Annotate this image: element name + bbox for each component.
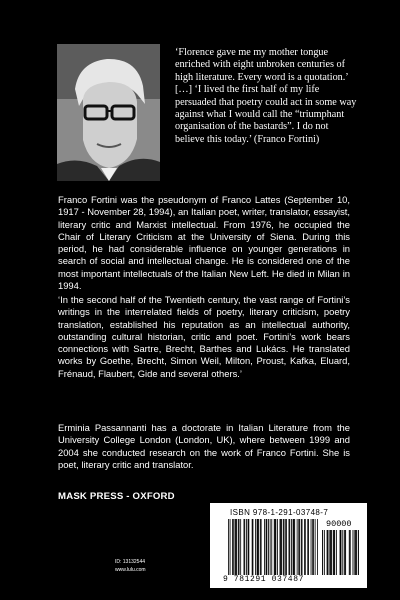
barcode-bar <box>305 519 306 575</box>
barcode-bar <box>270 519 271 575</box>
critical-quote-paragraph: ‘In the second half of the Twentieth century, the vast range of Fortini’s writings in the interrelated fields of poetry, literary criticism, poetry translation, established his reputation as an intellectual authority, outstanding cultural historian, critic and poet. Fortini’s work bears connections with Sartre, Brecht, Barthes and Lukács. He translated works by Goethe, Brecht, Simon Weil, Milton, Proust, Kafka, Eluard, Frénaud, Flaubert, Gide and several others.’ <box>58 294 350 379</box>
barcode-bar <box>233 519 234 575</box>
isbn-barcode <box>210 503 367 588</box>
lulu-site: www.lulu.com <box>115 567 146 573</box>
barcode-bar <box>244 519 245 575</box>
ean-barcode-bars <box>228 519 318 575</box>
barcode-bar <box>261 519 262 575</box>
barcode-bar <box>350 530 351 575</box>
barcode-bar <box>354 530 355 575</box>
barcode-bar <box>266 519 267 575</box>
barcode-bar <box>294 519 295 575</box>
publisher-name: MASK PRESS - OXFORD <box>58 491 175 502</box>
barcode-bar <box>235 519 236 575</box>
price-code: 90000 <box>326 519 352 529</box>
barcode-bar <box>266 519 267 575</box>
barcode-bar <box>239 519 240 575</box>
barcode-bar <box>311 519 312 575</box>
barcode-bar <box>258 519 259 575</box>
barcode-bar <box>315 519 316 575</box>
barcode-bar <box>341 530 342 575</box>
barcode-bar <box>349 530 350 575</box>
barcode-bar <box>334 530 335 575</box>
barcode-bar <box>281 519 282 575</box>
barcode-bar <box>284 519 285 575</box>
barcode-bar <box>356 530 357 575</box>
barcode-bar <box>230 519 231 575</box>
barcode-bar <box>228 519 229 575</box>
author-quote: ‘Florence gave me my mother tongue enriched with eight unbroken centuries of high literature. Every word is a quotation.’ […] ‘I lived the first half of my life persuaded that poetry could act in some way against what I would call the “triumphant organisation of the bastards”. I do not believe this today.’ (Franco Fortini) <box>175 47 357 145</box>
barcode-bar <box>340 530 341 575</box>
barcode-bar <box>344 530 345 575</box>
barcode-bar <box>257 519 258 575</box>
barcode-bar <box>297 519 298 575</box>
barcode-bar <box>257 519 258 575</box>
barcode-bar <box>331 530 332 575</box>
barcode-bar <box>274 519 275 575</box>
barcode-bar <box>291 519 292 575</box>
barcode-bar <box>286 519 287 575</box>
barcode-bar <box>330 530 331 575</box>
barcode-bar <box>293 519 294 575</box>
barcode-bar <box>328 530 329 575</box>
barcode-bar <box>275 519 276 575</box>
barcode-bar <box>289 519 290 575</box>
barcode-bar <box>302 519 303 575</box>
barcode-bar <box>264 519 265 575</box>
barcode-bar <box>268 519 269 575</box>
barcode-bar <box>280 519 281 575</box>
barcode-bar <box>277 519 278 575</box>
barcode-bar <box>308 519 309 575</box>
barcode-bar <box>329 530 330 575</box>
barcode-bar <box>298 519 299 575</box>
barcode-bar <box>304 519 305 575</box>
barcode-bar <box>345 530 346 575</box>
barcode-bar <box>271 519 272 575</box>
barcode-bar <box>232 519 233 575</box>
barcode-bar <box>252 519 253 575</box>
barcode-bar <box>275 519 276 575</box>
barcode-bar <box>342 530 343 575</box>
barcode-bar <box>307 519 308 575</box>
isbn-number: ISBN 978-1-291-03748-7 <box>230 508 329 517</box>
barcode-bar <box>238 519 239 575</box>
barcode-bar <box>317 519 318 575</box>
barcode-bar <box>236 519 237 575</box>
lulu-id: ID: 13132544 <box>115 559 146 565</box>
barcode-bar <box>322 530 323 575</box>
barcode-bar <box>280 519 281 575</box>
barcode-bar <box>240 519 241 575</box>
barcode-bar <box>355 530 356 575</box>
editor-bio-paragraph: Erminia Passannanti has a doctorate in Italian Literature from the University College London (London, UK), where between 1999 and 2004 she conducted research on the work of Franco Fortini. She is poet, literary critic and translator. <box>58 422 350 470</box>
author-photo <box>57 44 160 181</box>
barcode-bar <box>312 519 313 575</box>
barcode-bar <box>301 519 302 575</box>
ean-digits: 9 781291 037487 <box>223 575 305 584</box>
barcode-bar <box>336 530 337 575</box>
addon-barcode-bars <box>322 530 359 575</box>
barcode-bar <box>313 519 314 575</box>
barcode-bar <box>289 519 290 575</box>
barcode-bar <box>293 519 294 575</box>
barcode-bar <box>235 519 236 575</box>
barcode-bar <box>244 519 245 575</box>
barcode-bar <box>283 519 284 575</box>
barcode-bar <box>255 519 256 575</box>
barcode-bar <box>358 530 359 575</box>
lulu-id-block <box>115 558 146 574</box>
barcode-bar <box>333 530 334 575</box>
barcode-bar <box>246 519 247 575</box>
barcode-bar <box>285 519 286 575</box>
biography-paragraph: Franco Fortini was the pseudonym of Franco Lattes (September 10, 1917 - November 28, 1994), an Italian poet, writer, translator, essayist, literary critic and Marxist intellectual. From 1976, he occupied the Chair of Literary Criticism at the University of Siena. During this period, he had considerable influence on younger generations in search of social and intellectual change. He is considered one of the most important intellectuals of the Italian New Left. He died in Milan in 1994. <box>58 194 350 292</box>
barcode-bar <box>253 519 254 575</box>
barcode-bar <box>327 530 328 575</box>
barcode-bar <box>299 519 300 575</box>
barcode-bar <box>248 519 249 575</box>
barcode-bar <box>353 530 354 575</box>
barcode-bar <box>324 530 325 575</box>
barcode-bar <box>248 519 249 575</box>
barcode-bar <box>260 519 261 575</box>
